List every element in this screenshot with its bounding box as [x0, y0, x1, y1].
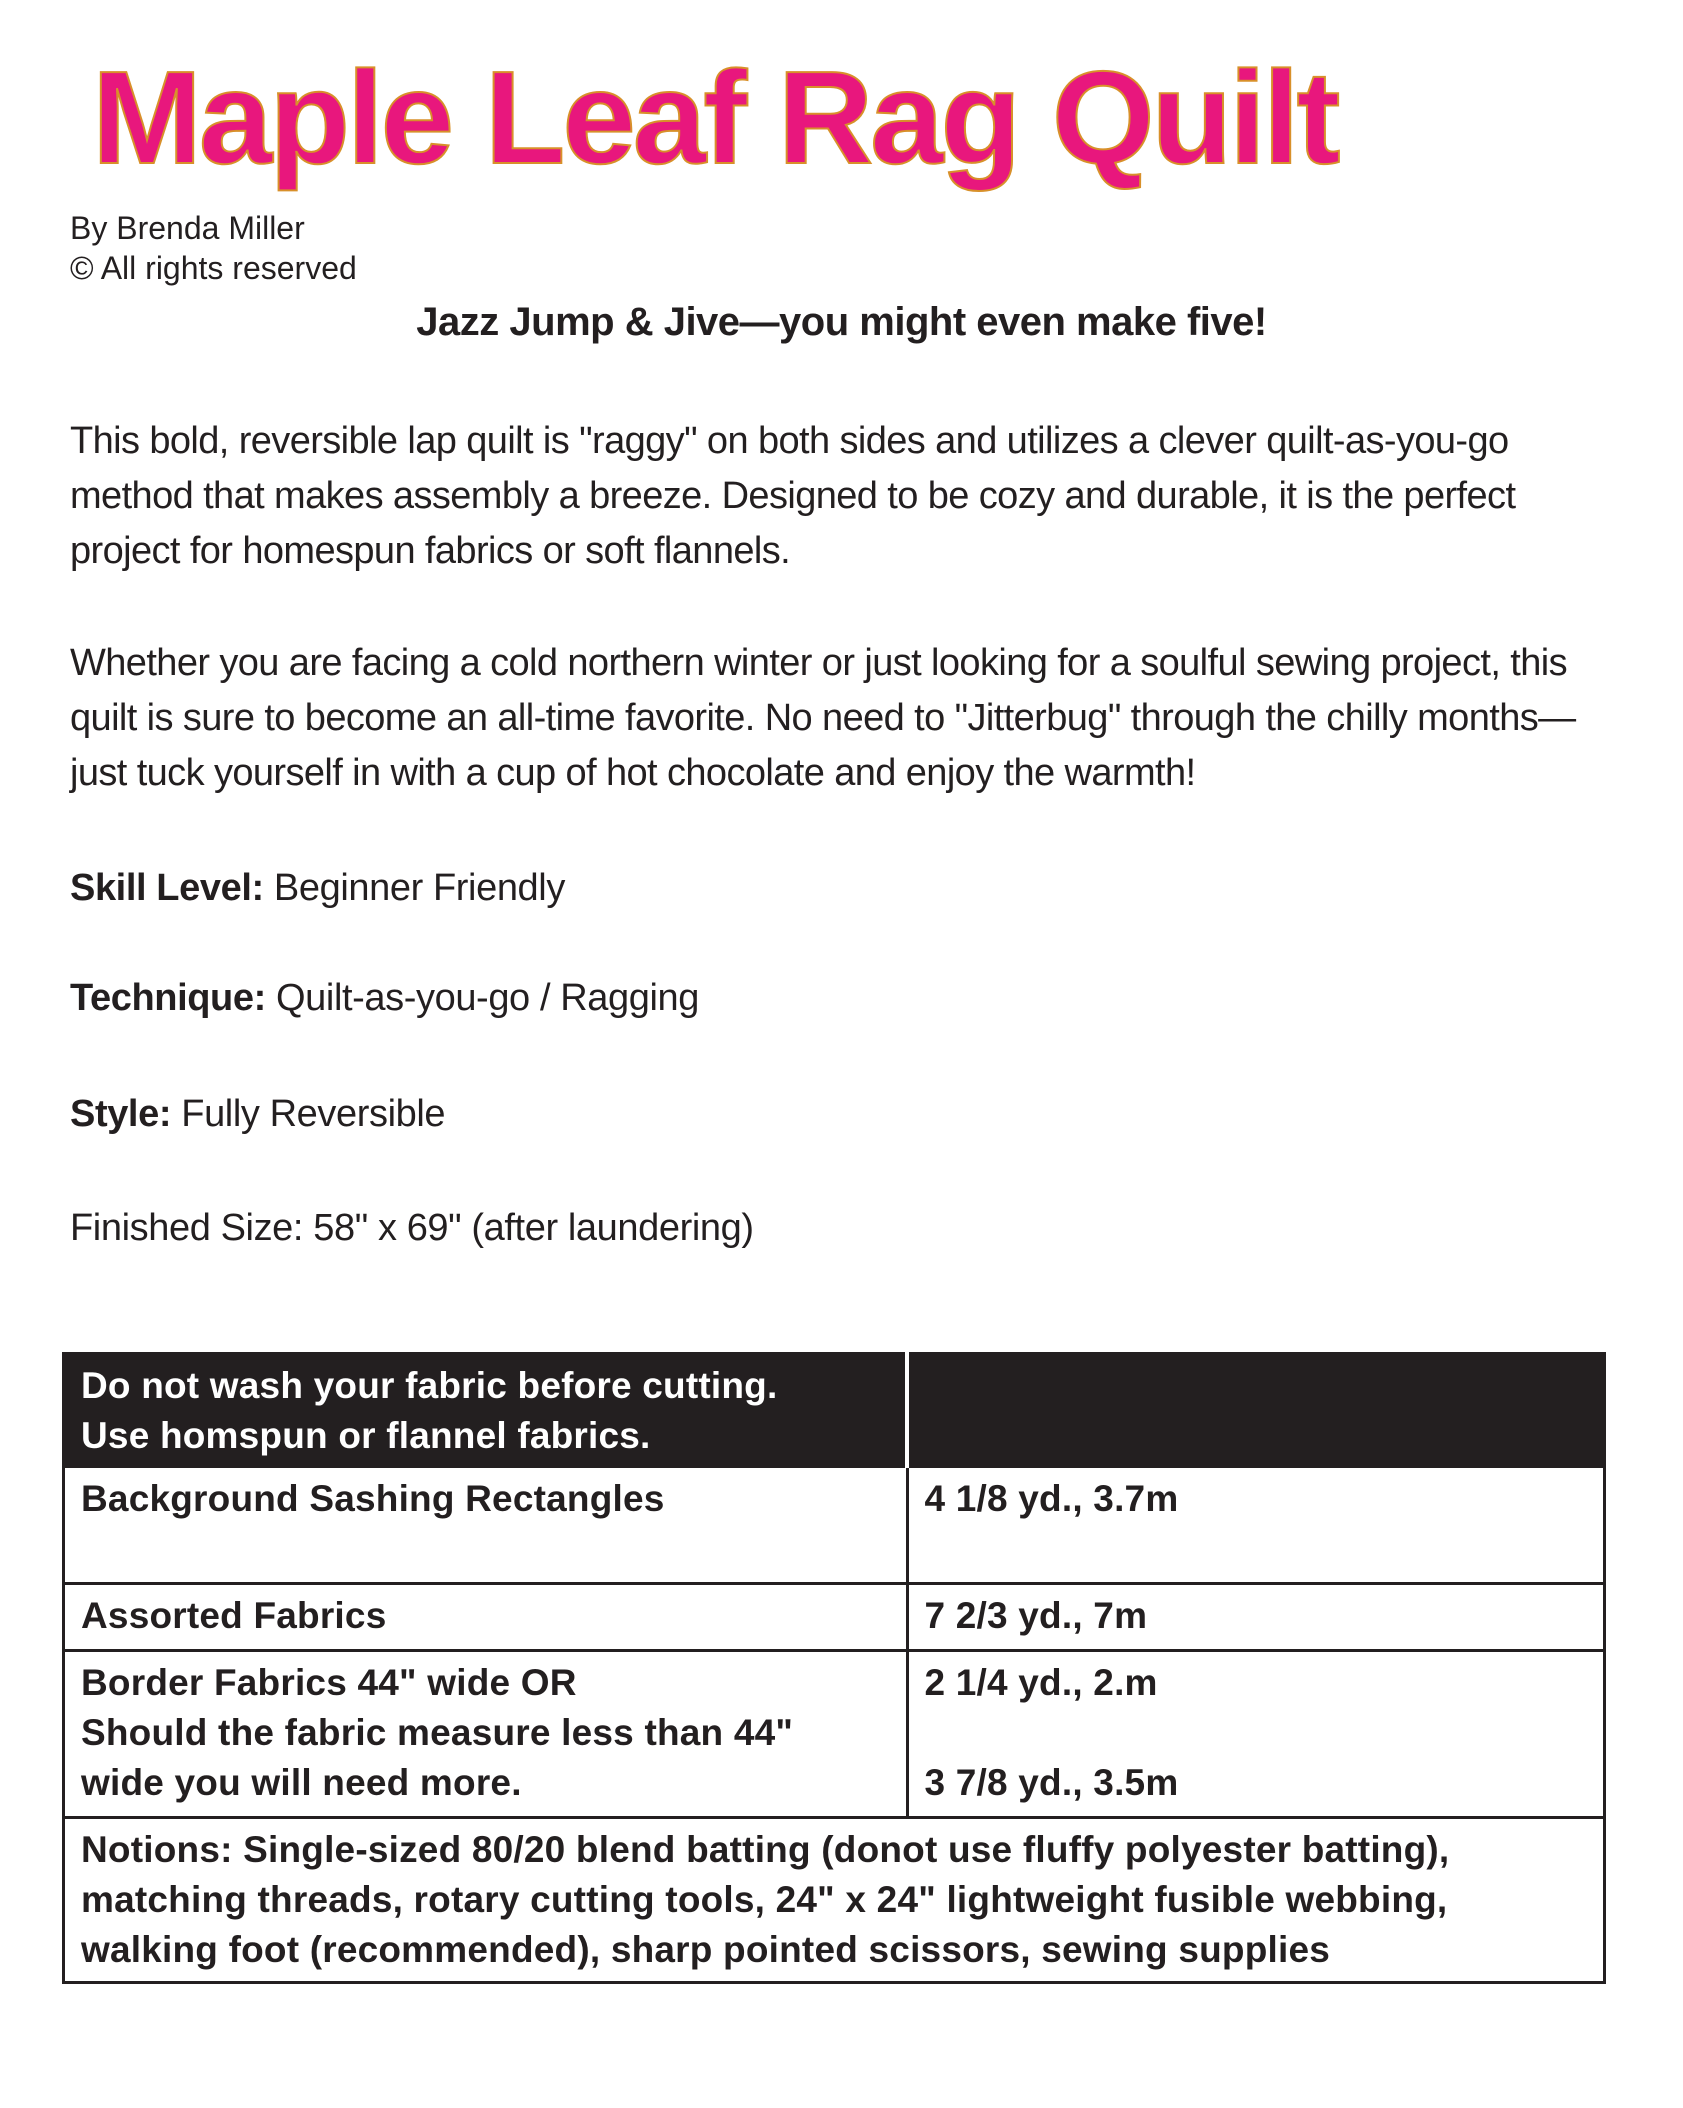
fabric-amount: 4 1/8 yd., 3.7m [907, 1467, 1605, 1584]
fabric-requirements-table [62, 1352, 1606, 1984]
fabric-item: Assorted Fabrics [64, 1584, 908, 1651]
intro-paragraph-1: This bold, reversible lap quilt is "raggy" on both sides and utilizes a clever quilt-as-you-go method that makes assembly a breeze. Designed to be cozy and durable, it is the perfect project for homespun fabrics or soft flannels. [70, 420, 1516, 572]
header-line-1: Do not wash your fabric before cutting. [81, 1365, 778, 1406]
header-line-2: Use homspun or flannel fabrics. [81, 1415, 651, 1456]
author-line: By Brenda Miller [70, 210, 305, 246]
byline [70, 208, 357, 288]
table-header-note [64, 1354, 908, 1467]
finished-size: Finished Size: 58" x 69" (after laundering) [70, 1207, 754, 1249]
skill-level-label: Skill Level: [70, 867, 264, 909]
tagline: Jazz Jump & Jive—you might even make five! [416, 300, 1267, 344]
border-item-line-1: Border Fabrics 44" wide OR [81, 1662, 577, 1703]
technique [70, 974, 699, 1022]
notions: Notions: Single-sized 80/20 blend batting (donot use fluffy polyester batting), matching threads, rotary cutting tools, 24" x 24" lightweight fusible webbing, walking foot (recommended), sharp pointed scissors, sewing supplies [64, 1818, 1605, 1983]
intro-paragraph-2: Whether you are facing a cold northern winter or just looking for a soulful sewing project, this quilt is sure to become an all-time favorite. No need to "Jitterbug" through the chilly months—just tuck yourself in with a cup of hot chocolate and enjoy the warmth! [70, 642, 1576, 794]
fabric-amount [907, 1651, 1605, 1818]
border-amount-alt: 3 7/8 yd., 3.5m [924, 1762, 1179, 1803]
table-row [64, 1584, 1605, 1651]
border-item-line-2: Should the fabric measure less than 44" [81, 1712, 794, 1753]
table-header-row [64, 1354, 1605, 1467]
fabric-item [64, 1651, 908, 1818]
skill-level [70, 864, 565, 912]
skill-level-value: Beginner Friendly [263, 867, 565, 909]
copyright-line: © All rights reserved [70, 250, 357, 286]
style-label: Style: [70, 1093, 172, 1135]
technique-value: Quilt-as-you-go / Ragging [265, 977, 700, 1019]
table-row [64, 1467, 1605, 1584]
fabric-item: Background Sashing Rectangles [64, 1467, 908, 1584]
table-header-empty [907, 1354, 1605, 1467]
table-row-notions [64, 1818, 1605, 1983]
page-title: Maple Leaf Rag Quilt [92, 44, 1338, 191]
border-item-line-3: wide you will need more. [81, 1762, 522, 1803]
style-value: Fully Reversible [171, 1093, 446, 1135]
style [70, 1090, 445, 1138]
border-amount: 2 1/4 yd., 2.m [924, 1662, 1158, 1703]
technique-label: Technique: [70, 977, 266, 1019]
fabric-amount: 7 2/3 yd., 7m [907, 1584, 1605, 1651]
table-row [64, 1651, 1605, 1818]
